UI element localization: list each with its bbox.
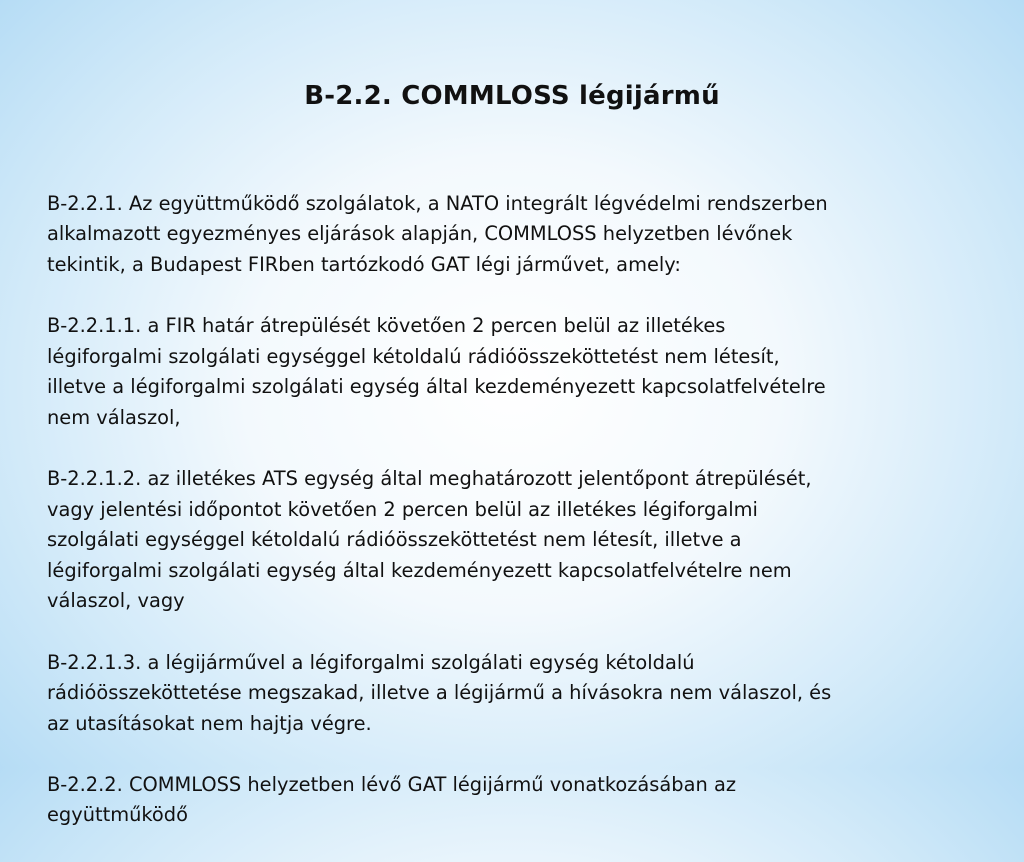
paragraph-b-2-2-1-2: B-2.2.1.2. az illetékes ATS egység által meghatározott jelentőpont átrepülését, vagy jelentési időpontot követően 2 percen belül az illetékes légiforgalmi szolgálati egységgel kétoldalú rádióösszeköttetést nem létesít, illetve a légiforgalmi szolgálati egység által kezdeményezett kapcsolatfelvételre nem válaszol, vagy bbox=[47, 466, 812, 613]
slide-body bbox=[47, 158, 997, 862]
paragraph-b-2-2-2: B-2.2.2. COMMLOSS helyzetben lévő GAT légijármű vonatkozásában az együttműködő bbox=[47, 772, 737, 827]
paragraph-b-2-2-1-1: B-2.2.1.1. a FIR határ átrepülését követően 2 percen belül az illetékes légiforgalmi szolgálati egységgel kétoldalú rádióösszeköttetést nem létesít, illetve a légiforgalmi szolgálati egység által kezdeményezett kapcsolatfelvételre nem válaszol, bbox=[47, 313, 826, 429]
paragraph-b-2-2-1-3: B-2.2.1.3. a légijárművel a légiforgalmi szolgálati egység kétoldalú rádióösszeköttetése megszakad, illetve a légijármű a hívásokra nem válaszol, és az utasításokat nem hajtja végre. bbox=[47, 650, 832, 735]
slide-title: B-2.2. COMMLOSS légijármű bbox=[304, 81, 720, 111]
paragraph-b-2-2-1: B-2.2.1. Az együttműködő szolgálatok, a NATO integrált légvédelmi rendszerben alkalmazott egyezményes eljárások alapján, COMMLOSS helyzetben lévőnek tekintik, a Budapest FIRben tartózkodó GAT légi járművet, amely: bbox=[47, 191, 828, 276]
